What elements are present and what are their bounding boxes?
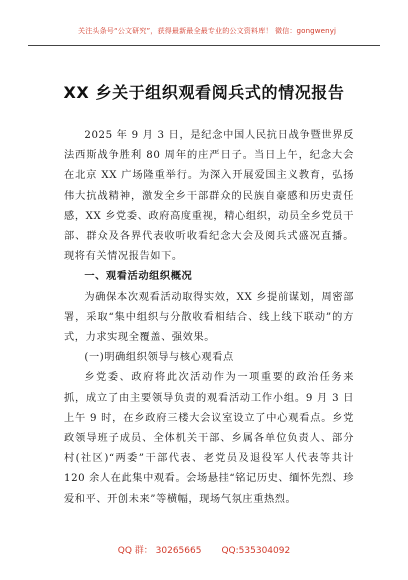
footer-contact xyxy=(0,543,408,556)
intro-paragraph: 2025 年 9 月 3 日，是纪念中国人民抗日战争暨世界反法西斯战争胜利 80 周年的庄严日子。当日上午，纪念大会在北京 XX 广场隆重举行。为深入开展爱国主义教育，弘扬伟大抗战精神，激发全乡干部群众的民族自豪感和历史责任感，XX 乡党委、政府高度重视，精心组织，动员全乡党员干部、群众及各界代表收听收看纪念大会及阅兵式盛况直播。现将有关情况报告如下。 xyxy=(64,130,354,263)
header-divider xyxy=(28,45,380,46)
qq-group-number: QQ 群： 30265665 xyxy=(117,546,202,556)
subsection-paragraph: 乡党委、政府将此次活动作为一项重要的政治任务来抓，成立了由主要领导负责的观看活动工作小组。9 月 3 日上午 9 时，在乡政府三楼大会议室设立了中心观看点。乡党政领导班子成员、全体机关干部、乡属各单位负责人、部分村(社区)“两委”干部代表、老党员及退役军人代表等共计 120 余人在此集中观看。会场悬挂“铭记历史、缅怀先烈、珍爱和平、开创未来”等横幅，现场气氛庄重热烈。 xyxy=(64,372,354,505)
document-body xyxy=(64,126,354,510)
subsection-heading-leadership: (一)明确组织领导与核心观看点 xyxy=(84,352,234,364)
section-heading-organization: 一、观看活动组织概况 xyxy=(84,271,193,283)
document-title: XX 乡关于组织观看阅兵式的情况报告 xyxy=(63,83,345,102)
header-banner: 关注头条号“公文研究”，获得最新最全最专业的公文资料库！ 微信：gongwenyj xyxy=(78,26,337,35)
qq-number: QQ:535304092 xyxy=(221,546,291,556)
section-paragraph: 为确保本次观看活动取得实效，XX 乡提前谋划，周密部署，采取“集中组织与分散收看相结合、线上线下联动”的方式，力求实现全覆盖、强效果。 xyxy=(64,291,354,344)
